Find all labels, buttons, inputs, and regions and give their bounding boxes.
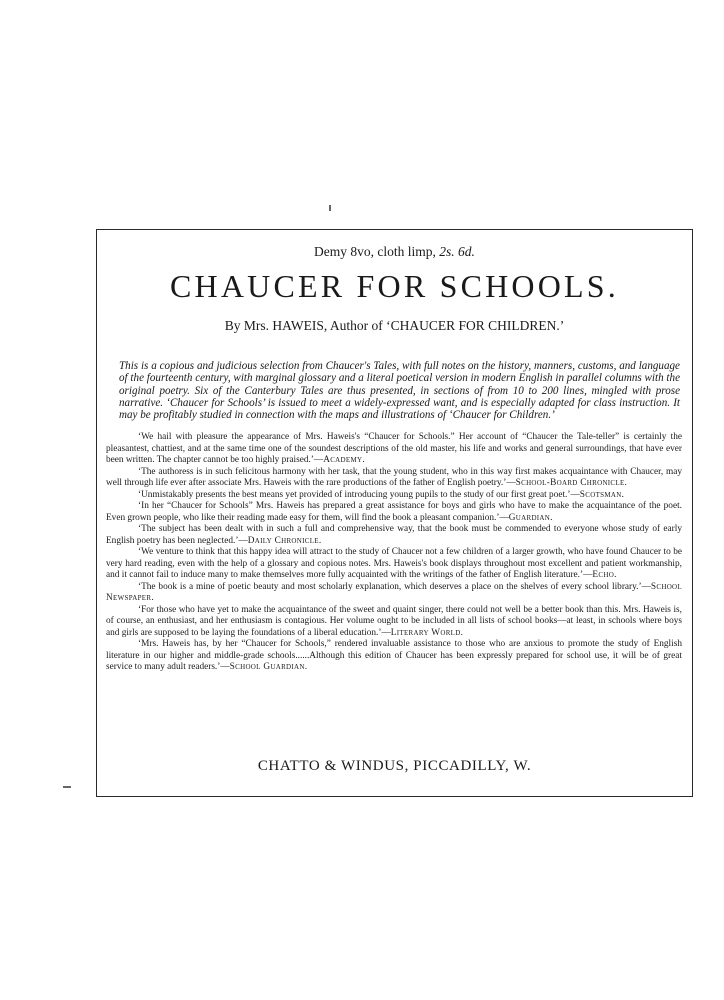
review-scotsman	[106, 490, 682, 502]
review-text: ‘The authoress is in such felicitous harmony with her task, that the young student, who in this way first makes acquaintance with Chaucer, may well through life ever after associate Mrs. Haweis with the rare productions of the father of English poetry.’—	[106, 466, 682, 488]
review-source: Scotsman.	[579, 489, 625, 500]
review-source: School Guardian.	[229, 662, 308, 672]
edition-line	[97, 244, 692, 260]
review-text: ‘The subject has been dealt with in such a full and comprehensive way, that the book must be commended to everyone whose study of early English poetry has been neglected.’—	[106, 524, 682, 546]
review-source: School-Board Chronicle.	[515, 478, 628, 488]
edition-format: Demy 8vo, cloth limp,	[314, 244, 436, 259]
review-text: ‘Mrs. Haweis has, by her “Chaucer for Schools,” rendered invaluable assistance to those who are anxious to promote the study of English literature in our higher and middle-grade schools......Although this edition of Chaucer has been expressly prepared for school use, it will be of great service to many adult readers.’—	[106, 639, 682, 672]
review-school-board-chronicle	[106, 467, 682, 490]
book-description: This is a copious and judicious selection from Chaucer's Tales, with full notes on the history, manners, customs, and language of the fourteenth century, with marginal glossary and a literal poetical version in modern English in parallel columns with the original poetry. Six of the Canterbury Tales are thus presented, in sections of from 10 to 200 lines, mingled with prose narrative. ‘Chaucer for Schools’ is issued to meet a widely-expressed want, and is especially adapted for class instruction. It may be profitably studied in connection with the maps and illustrations of ‘Chaucer for Children.’	[119, 360, 680, 421]
review-text: ‘Unmistakably presents the best means yet provided of introducing young pupils to the study of our first great poet.’—	[138, 489, 580, 500]
review-source: Literary World.	[390, 627, 464, 638]
review-source: Echo.	[592, 570, 617, 580]
review-source: Daily Chronicle.	[247, 535, 322, 546]
review-academy	[106, 432, 682, 467]
book-title: CHAUCER FOR SCHOOLS.	[170, 268, 619, 304]
review-guardian	[106, 501, 682, 524]
author-byline: By Mrs. HAWEIS, Author of ‘CHAUCER FOR CHILDREN.’	[224, 318, 565, 333]
review-text: ‘The book is a mine of poetic beauty and most scholarly explanation, which deserves a place on the shelves of every school library.’—	[138, 581, 651, 592]
advertisement-frame	[96, 229, 693, 797]
review-school-guardian	[106, 639, 682, 674]
review-source: Academy.	[323, 455, 365, 465]
review-daily-chronicle	[106, 524, 682, 547]
review-source: School Newspaper.	[106, 581, 682, 603]
press-reviews	[106, 432, 682, 674]
review-text: ‘In her “Chaucer for Schools” Mrs. Haweis has prepared a great assistance for boys and girls who have to make the acquaintance of the poet. Even grown people, who like their reading made easy for them, will find the book a pleasant companion.’—	[106, 501, 682, 523]
review-text: ‘We hail with pleasure the appearance of Mrs. Haweis's “Chaucer for Schools.” Her account of “Chaucer the Tale-teller” is certainly the pleasantest, chattiest, and at the same time one of the soundest descriptions of the old master, his life and works and general surroundings, that have ever been written. The chapter cannot be too highly praised.’—	[106, 432, 682, 465]
review-text: ‘For those who have yet to make the acquaintance of the sweet and quaint singer, there could not well be a better book than this. Mrs. Haweis is, of course, an enthusiast, and her enthusiasm is contagious. Her volume ought to be included in all lists of school books—at least, in schools where boys and girls are supposed to be laying the foundations of a liberal education.’—	[106, 604, 682, 638]
edition-price: 2s. 6d.	[439, 244, 475, 259]
review-source: Guardian.	[508, 512, 553, 523]
review-school-newspaper	[106, 582, 682, 605]
scan-speck	[329, 205, 331, 211]
scan-speck	[63, 786, 71, 788]
review-echo	[106, 547, 682, 582]
review-text: ‘We venture to think that this happy idea will attract to the study of Chaucer not a few children of a larger growth, who have found Chaucer to be very hard reading, even with the help of a glossary and copious notes. Mrs. Haweis's book displays throughout most excellent and patient workmanship, and it cannot fail to induce many to make themselves more fully acquainted with the writings of the father of English literature.’—	[106, 547, 682, 580]
review-literary-world	[106, 605, 682, 640]
publisher-imprint: CHATTO & WINDUS, PICCADILLY, W.	[257, 758, 532, 774]
